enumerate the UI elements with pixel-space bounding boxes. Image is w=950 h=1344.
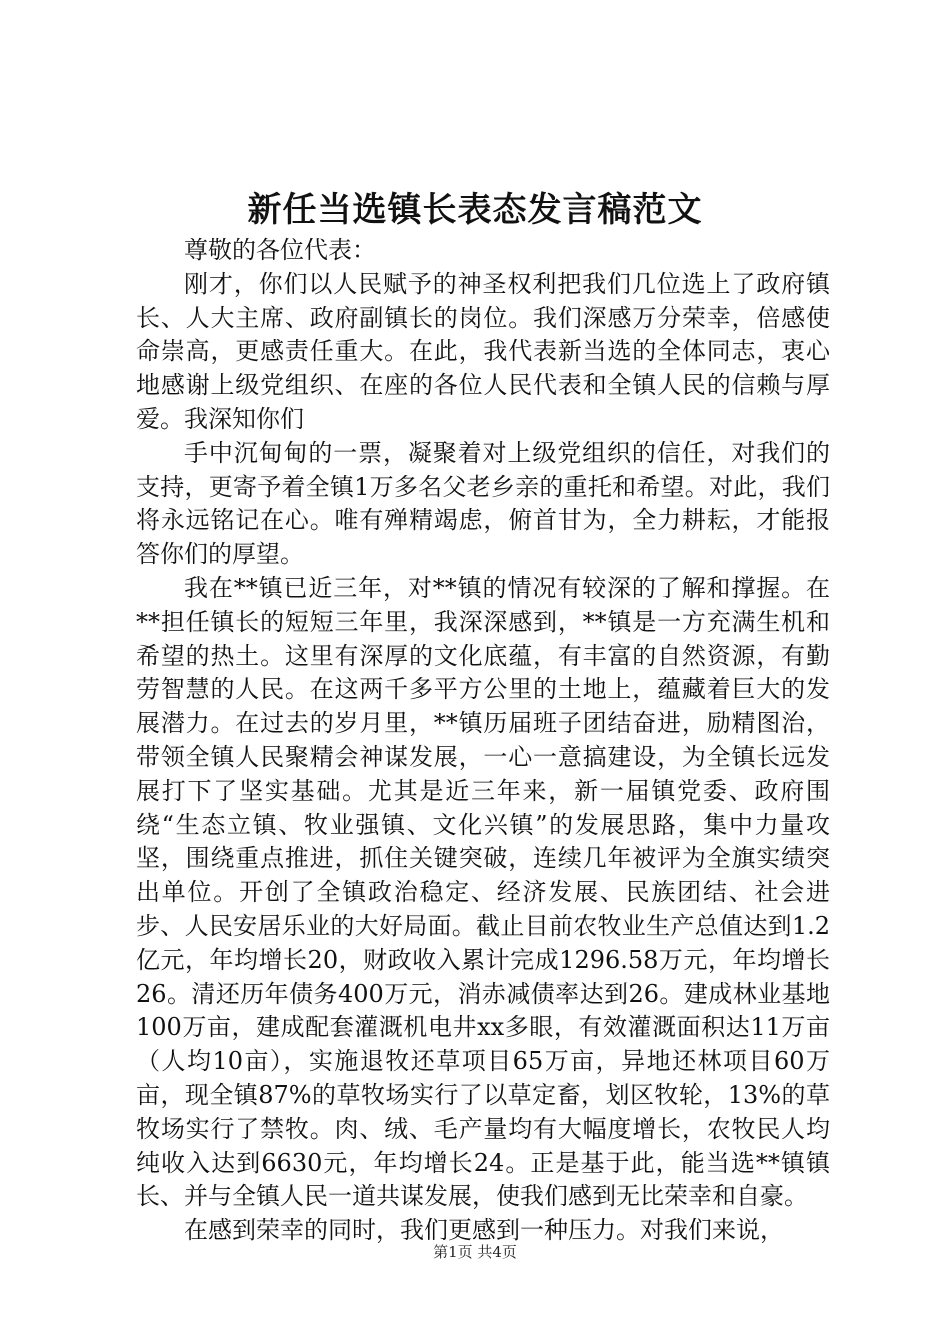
salutation: 尊敬的各位代表： xyxy=(184,236,376,264)
paragraph-2: 手中沉甸甸的一票，凝聚着对上级党组织的信任，对我们的支持，更寄予着全镇1万多名父老乡亲的重托和希望。对此，我们将永远铭记在心。唯有殚精竭虑，俯首甘为，全力耕耘，才能报答你们的厚望。 xyxy=(136,438,830,569)
document-body xyxy=(136,234,830,1248)
paragraph-1: 刚才，你们以人民赋予的神圣权利把我们几位选上了政府镇长、人大主席、政府副镇长的岗位。我们深感万分荣幸，倍感使命崇高，更感责任重大。在此，我代表新当选的全体同志，衷心地感谢上级党组织、在座的各位人民代表和全镇人民的信赖与厚爱。我深知你们 xyxy=(136,269,830,433)
document-title: 新任当选镇长表态发言稿范文 xyxy=(247,190,703,230)
page-footer: 第1页 共4页 xyxy=(433,1243,517,1261)
paragraph-3: 我在**镇已近三年，对**镇的情况有较深的了解和撑握。在**担任镇长的短短三年里，我深深感到，**镇是一方充满生机和希望的热土。这里有深厚的文化底蕴，有丰富的自然资源，有勤劳智慧的人民。在这两千多平方公里的土地上，蕴藏着巨大的发展潜力。在过去的岁月里，**镇历届班子团结奋进，励精图治，带领全镇人民聚精会神谋发展，一心一意搞建设，为全镇长远发展打下了坚实基础。尤其是近三年来，新一届镇党委、政府围绕“生态立镇、牧业强镇、文化兴镇”的发展思路，集中力量攻坚，围绕重点推进，抓住关键突破，连续几年被评为全旗实绩突出单位。开创了全镇政治稳定、经济发展、民族团结、社会进步、人民安居乐业的大好局面。截止目前农牧业生产总值达到1.2亿元，年均增长20，财政收入累计完成1296.58万元，年均增长26。清还历年债务400万元，消赤减债率达到26。建成林业基地100万亩，建成配套灌溉机电井xx多眼，有效灌溉面积达11万亩（人均10亩），实施退牧还草项目65万亩，异地还林项目60万亩，现全镇87%的草牧场实行了以草定畜，划区牧轮，13%的草牧场实行了禁牧。肉、绒、毛产量均有大幅度增长，农牧民人均纯收入达到6630元，年均增长24。正是基于此，能当选**镇镇长、并与全镇人民一道共谋发展，使我们感到无比荣幸和自豪。 xyxy=(136,573,830,1211)
paragraph-4: 在感到荣幸的同时，我们更感到一种压力。对我们来说， xyxy=(184,1216,784,1245)
